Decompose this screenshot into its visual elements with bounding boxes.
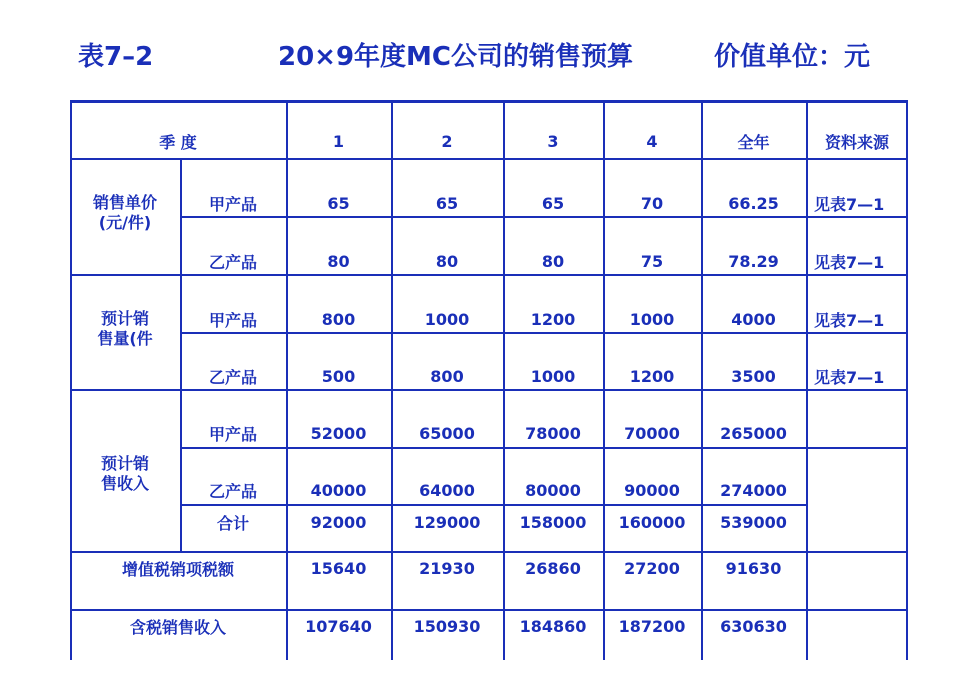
vat-label: 增值税销项税额 — [121, 559, 234, 579]
column-divider — [391, 100, 393, 660]
vat-year: 91630 — [725, 558, 782, 578]
header-q4: 4 — [646, 131, 658, 151]
row-divider — [180, 447, 908, 449]
table-number: 表7–2 — [78, 42, 154, 72]
price-label: 销售单价 (元/件) — [92, 193, 157, 232]
row-divider — [70, 551, 908, 553]
row-divider — [180, 504, 806, 506]
price-a-q3: 65 — [541, 193, 565, 213]
unit-label: 价值单位：元 — [714, 42, 871, 72]
column-divider — [603, 100, 605, 660]
price-a-source: 见表7—1 — [814, 194, 885, 214]
vat-q4: 27200 — [624, 558, 680, 578]
volume-label: 预计销 售量(件 — [97, 309, 153, 348]
sales-budget-table — [70, 100, 908, 660]
revenue-total-q4: 160000 — [618, 512, 686, 532]
revenue-b-year: 274000 — [720, 480, 787, 500]
volume-a-q2: 1000 — [424, 309, 470, 329]
header-q2: 2 — [441, 131, 453, 151]
volume-b-q4: 1200 — [629, 366, 675, 386]
row-divider — [70, 274, 908, 276]
revenue-a-q4: 70000 — [624, 423, 680, 443]
revenue-b-product: 乙产品 — [208, 481, 257, 501]
volume-b-source: 见表7—1 — [814, 367, 885, 387]
price-b-year: 78.29 — [728, 251, 779, 271]
price-b-q1: 80 — [327, 251, 350, 271]
vat-q3: 26860 — [525, 558, 581, 578]
vat-q2: 21930 — [419, 558, 475, 578]
price-a-q1: 65 — [327, 193, 350, 213]
gross-q1: 107640 — [305, 616, 372, 636]
volume-b-q3: 1000 — [530, 366, 576, 386]
price-b-q3: 80 — [541, 251, 565, 271]
revenue-total-q3: 158000 — [519, 512, 587, 532]
price-a-product: 甲产品 — [208, 194, 257, 214]
volume-b-q1: 500 — [321, 366, 356, 386]
revenue-a-year: 265000 — [720, 423, 787, 443]
gross-q3: 184860 — [519, 616, 587, 636]
header-q1: 1 — [332, 131, 345, 151]
volume-a-q4: 1000 — [629, 309, 675, 329]
volume-a-q1: 800 — [321, 309, 356, 329]
volume-b-product: 乙产品 — [208, 367, 257, 387]
gross-q4: 187200 — [618, 616, 686, 636]
table-top-border — [70, 100, 908, 103]
volume-b-year: 3500 — [731, 366, 776, 386]
revenue-a-q3: 78000 — [525, 423, 581, 443]
column-divider — [701, 100, 703, 660]
column-divider — [286, 100, 288, 660]
header-year: 全年 — [737, 132, 770, 152]
volume-a-year: 4000 — [731, 309, 776, 329]
price-b-q4: 75 — [640, 251, 664, 271]
revenue-total-year: 539000 — [720, 512, 787, 532]
revenue-b-q2: 64000 — [419, 480, 475, 500]
price-b-source: 见表7—1 — [814, 252, 885, 272]
revenue-a-product: 甲产品 — [208, 424, 257, 444]
revenue-total-q2: 129000 — [413, 512, 481, 532]
revenue-b-q3: 80000 — [525, 480, 581, 500]
vat-q1: 15640 — [310, 558, 367, 578]
volume-a-q3: 1200 — [530, 309, 576, 329]
volume-a-product: 甲产品 — [208, 310, 257, 330]
price-a-year: 66.25 — [728, 193, 779, 213]
row-divider — [70, 158, 908, 160]
revenue-b-q1: 40000 — [310, 480, 367, 500]
row-divider — [180, 216, 908, 218]
volume-b-q2: 800 — [430, 366, 464, 386]
price-a-q2: 65 — [435, 193, 459, 213]
table-title: 20×9年度MC公司的销售预算 — [278, 42, 634, 72]
gross-year: 630630 — [720, 616, 787, 636]
header-season: 季 度 — [159, 132, 197, 152]
price-b-q2: 80 — [435, 251, 459, 271]
column-divider — [180, 158, 182, 551]
column-divider — [70, 100, 72, 660]
gross-label: 含税销售收入 — [129, 617, 226, 637]
revenue-total-q1: 92000 — [310, 512, 367, 532]
row-divider — [180, 332, 908, 334]
row-divider — [70, 609, 908, 611]
price-a-q4: 70 — [640, 193, 664, 213]
header-source: 资料来源 — [824, 132, 889, 152]
revenue-a-q2: 65000 — [419, 423, 475, 443]
price-b-product: 乙产品 — [208, 252, 257, 272]
revenue-a-q1: 52000 — [310, 423, 367, 443]
volume-a-source: 见表7—1 — [814, 310, 885, 330]
revenue-label: 预计销 售收入 — [100, 454, 149, 493]
column-divider — [503, 100, 505, 660]
revenue-total-label: 合计 — [216, 513, 249, 533]
column-divider — [806, 100, 808, 660]
gross-q2: 150930 — [413, 616, 481, 636]
row-divider — [70, 389, 908, 391]
header-q3: 3 — [547, 131, 559, 151]
column-divider — [906, 100, 908, 660]
revenue-b-q4: 90000 — [624, 480, 680, 500]
